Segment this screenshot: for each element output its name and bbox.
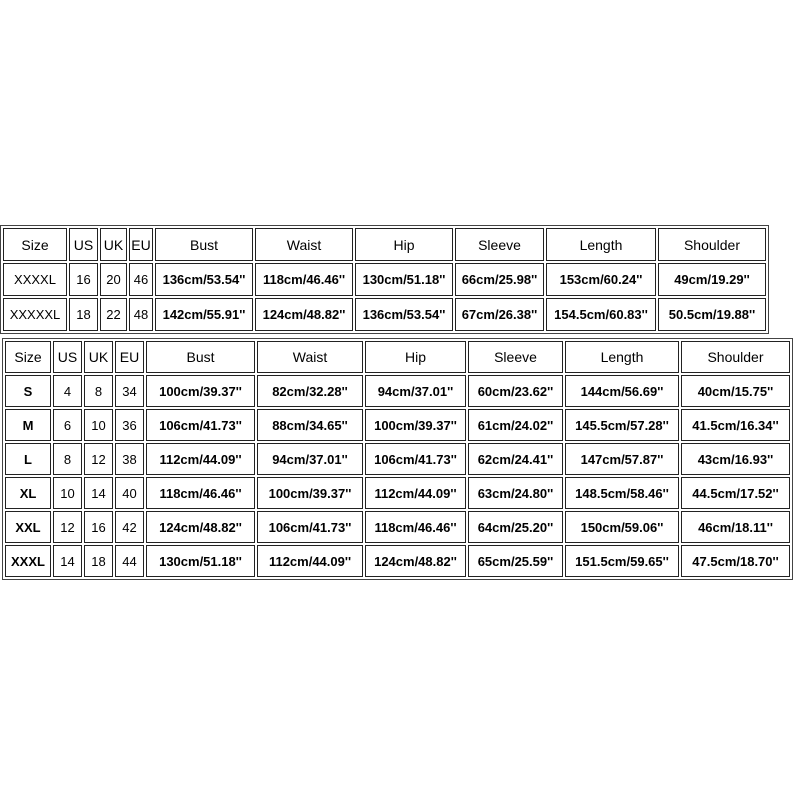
cell-size: L [5,443,51,475]
cell-bust: 118cm/46.46'' [146,477,255,509]
cell-shoulder: 41.5cm/16.34'' [681,409,790,441]
cell-bust: 136cm/53.54'' [155,263,253,296]
header-sleeve: Sleeve [468,341,563,373]
cell-length: 147cm/57.87'' [565,443,679,475]
header-row [3,228,766,261]
table-row [3,263,766,296]
cell-hip: 112cm/44.09'' [365,477,466,509]
cell-waist: 82cm/32.28'' [257,375,363,407]
cell-waist: 88cm/34.65'' [257,409,363,441]
cell-hip: 118cm/46.46'' [365,511,466,543]
table-row [5,375,790,407]
cell-length: 148.5cm/58.46'' [565,477,679,509]
cell-sleeve: 64cm/25.20'' [468,511,563,543]
header-waist: Waist [255,228,353,261]
cell-bust: 142cm/55.91'' [155,298,253,331]
cell-shoulder: 49cm/19.29'' [658,263,766,296]
cell-eu: 44 [115,545,144,577]
table-row [5,443,790,475]
header-size: Size [3,228,67,261]
cell-shoulder: 40cm/15.75'' [681,375,790,407]
cell-us: 4 [53,375,82,407]
table-row [5,511,790,543]
cell-shoulder: 46cm/18.11'' [681,511,790,543]
cell-bust: 100cm/39.37'' [146,375,255,407]
header-shoulder: Shoulder [681,341,790,373]
header-us: US [69,228,98,261]
header-row [5,341,790,373]
header-shoulder: Shoulder [658,228,766,261]
size-chart-table-bottom [2,338,793,580]
cell-uk: 12 [84,443,113,475]
cell-eu: 42 [115,511,144,543]
cell-uk: 14 [84,477,113,509]
cell-hip: 106cm/41.73'' [365,443,466,475]
cell-length: 151.5cm/59.65'' [565,545,679,577]
cell-sleeve: 62cm/24.41'' [468,443,563,475]
cell-length: 154.5cm/60.83'' [546,298,656,331]
header-us: US [53,341,82,373]
header-length: Length [565,341,679,373]
cell-bust: 130cm/51.18'' [146,545,255,577]
header-bust: Bust [146,341,255,373]
cell-shoulder: 47.5cm/18.70'' [681,545,790,577]
cell-eu: 34 [115,375,144,407]
cell-shoulder: 50.5cm/19.88'' [658,298,766,331]
cell-size: S [5,375,51,407]
cell-us: 10 [53,477,82,509]
header-size: Size [5,341,51,373]
cell-waist: 106cm/41.73'' [257,511,363,543]
cell-sleeve: 65cm/25.59'' [468,545,563,577]
cell-uk: 16 [84,511,113,543]
cell-hip: 136cm/53.54'' [355,298,453,331]
cell-shoulder: 44.5cm/17.52'' [681,477,790,509]
cell-hip: 124cm/48.82'' [365,545,466,577]
cell-bust: 124cm/48.82'' [146,511,255,543]
cell-bust: 112cm/44.09'' [146,443,255,475]
cell-size: XL [5,477,51,509]
cell-us: 12 [53,511,82,543]
cell-hip: 130cm/51.18'' [355,263,453,296]
table-row [5,409,790,441]
cell-eu: 36 [115,409,144,441]
header-waist: Waist [257,341,363,373]
cell-shoulder: 43cm/16.93'' [681,443,790,475]
cell-eu: 46 [129,263,153,296]
cell-sleeve: 67cm/26.38'' [455,298,544,331]
size-chart-table-top [0,225,769,334]
cell-size: XXXXXL [3,298,67,331]
cell-size: XXL [5,511,51,543]
table-row [3,298,766,331]
cell-size: XXXXL [3,263,67,296]
cell-uk: 10 [84,409,113,441]
cell-size: M [5,409,51,441]
header-hip: Hip [365,341,466,373]
cell-length: 145.5cm/57.28'' [565,409,679,441]
cell-us: 16 [69,263,98,296]
cell-waist: 118cm/46.46'' [255,263,353,296]
cell-size: XXXL [5,545,51,577]
header-eu: EU [129,228,153,261]
header-uk: UK [84,341,113,373]
cell-uk: 22 [100,298,127,331]
header-eu: EU [115,341,144,373]
table-row [5,545,790,577]
cell-hip: 100cm/39.37'' [365,409,466,441]
cell-eu: 48 [129,298,153,331]
header-sleeve: Sleeve [455,228,544,261]
cell-length: 150cm/59.06'' [565,511,679,543]
cell-waist: 112cm/44.09'' [257,545,363,577]
cell-sleeve: 63cm/24.80'' [468,477,563,509]
cell-us: 18 [69,298,98,331]
cell-sleeve: 66cm/25.98'' [455,263,544,296]
cell-us: 8 [53,443,82,475]
cell-waist: 124cm/48.82'' [255,298,353,331]
cell-waist: 100cm/39.37'' [257,477,363,509]
header-bust: Bust [155,228,253,261]
cell-sleeve: 60cm/23.62'' [468,375,563,407]
header-hip: Hip [355,228,453,261]
cell-uk: 18 [84,545,113,577]
header-uk: UK [100,228,127,261]
cell-bust: 106cm/41.73'' [146,409,255,441]
cell-waist: 94cm/37.01'' [257,443,363,475]
table-row [5,477,790,509]
cell-sleeve: 61cm/24.02'' [468,409,563,441]
cell-us: 14 [53,545,82,577]
cell-uk: 8 [84,375,113,407]
cell-length: 153cm/60.24'' [546,263,656,296]
cell-uk: 20 [100,263,127,296]
cell-eu: 40 [115,477,144,509]
cell-eu: 38 [115,443,144,475]
header-length: Length [546,228,656,261]
cell-hip: 94cm/37.01'' [365,375,466,407]
cell-us: 6 [53,409,82,441]
cell-length: 144cm/56.69'' [565,375,679,407]
